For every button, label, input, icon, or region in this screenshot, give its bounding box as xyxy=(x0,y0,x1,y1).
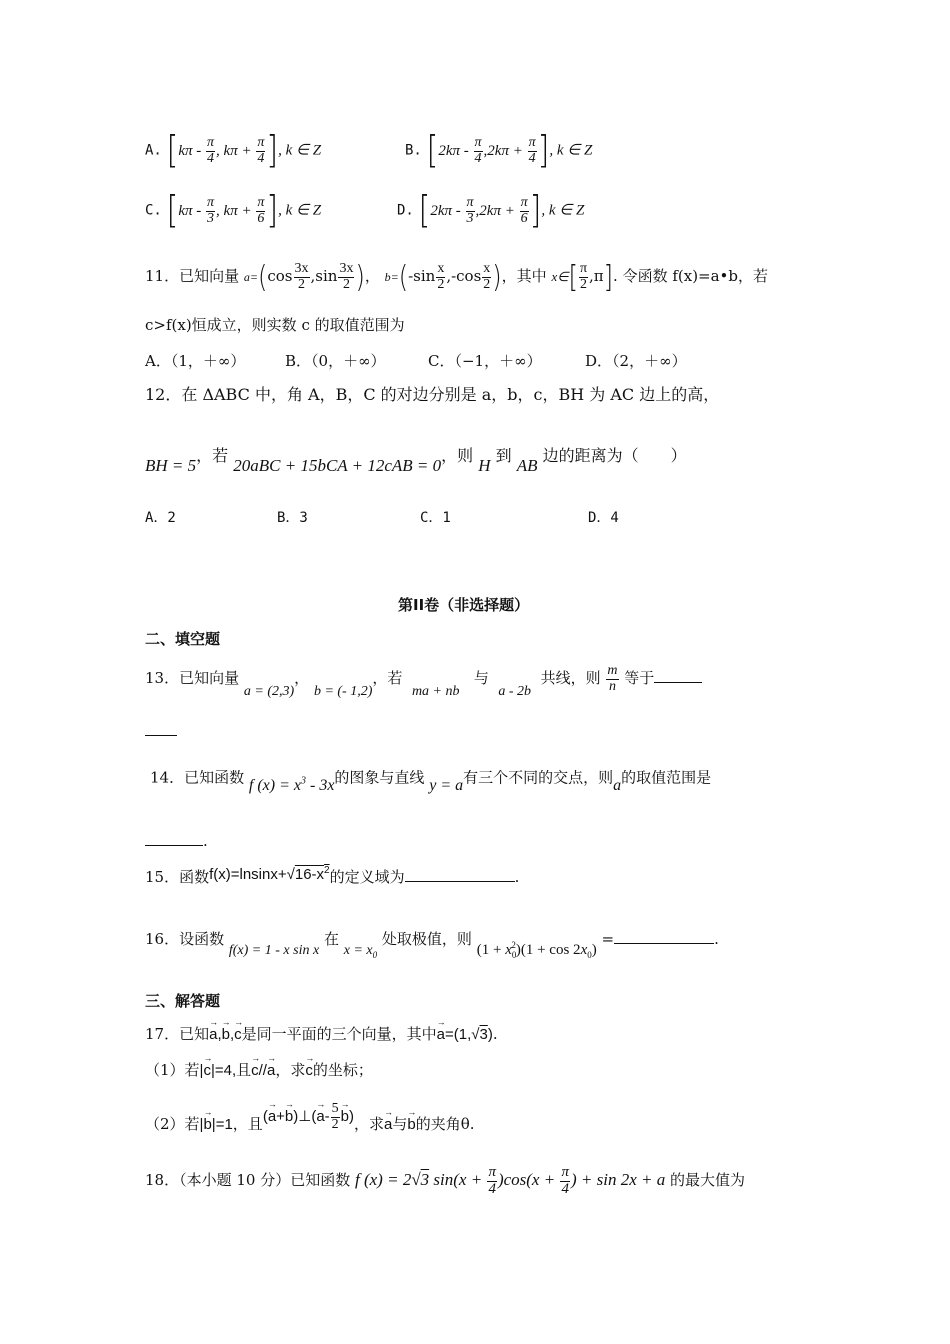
q17-p1-cond: |→ c|=4,且→ c//→ a xyxy=(200,1062,276,1079)
q17-vectors: → a,→ b,→ c xyxy=(209,1026,242,1043)
q10-option-c: C. [kπ - $\frac{\pi}{3}$ , kπ + $\frac{\pi}{6}$ ], k ∈ Z xyxy=(145,188,322,233)
q18-func: f (x) = 2√3 sin(x + $\frac{\pi}{4}$ )cos(x + $\frac{\pi}{4}$ ) + sin 2x + a xyxy=(355,1164,666,1197)
q17-part2: （2）若|→ b|=1，且(→ a+→ b)⊥(→ a- $\frac{5}{2}$ → b)，求→ a与→ b的夹角θ. xyxy=(145,1110,475,1140)
q15-func: $f(x)=lnsinx+√16-x^2$ xyxy=(209,865,330,883)
q12-line2: BH = 5，若 20aBC + 15bCA + 12cAB = 0，则 H 到 AB 边的距离为（ ） xyxy=(145,446,687,475)
q14-line: 14．已知函数 f $(x) = x^3 - 3x$的图象与直线 y = a有三个不同的交点，则a的取值范围是 xyxy=(150,768,712,795)
q13-m-over-n: $\frac{m}{n}$ xyxy=(607,663,618,694)
q10-d-expr: 2kπ - $\frac{\pi}{3}$ ,2kπ + $\frac{\pi}{6}$ xyxy=(430,194,528,226)
q15-line: 15．函数$f(x)=lnsinx+√16-x^2$的定义域为 . xyxy=(145,865,520,886)
q13-blank xyxy=(654,682,702,683)
q11-domain: $\frac{\pi}{2}$ ,π xyxy=(579,261,604,292)
q10-option-b: B. [2kπ - $\frac{\pi}{4}$ ,2kπ + $\frac{\pi}{4}$ ], k ∈ Z xyxy=(405,128,593,173)
q11-option-a: A．（1，＋∞） xyxy=(145,352,246,370)
q10-b-expr: 2kπ - $\frac{\pi}{4}$ ,2kπ + $\frac{\pi}{4}$ xyxy=(438,134,536,166)
bracket-left: [ xyxy=(166,128,179,173)
q11-line1: 11．已知向量 a=(cos $\frac{3x}{2}$ ,sin $\frac{3x}{2}$ )， b=(-sin $\frac{x}{2}$ ,-cos $\frac{x}{2}$ )，其中 x∈[ $\frac{\pi}{2}$ ,π]. 令函数 f(x)=a•b，若 xyxy=(145,259,769,295)
q13-line: 13．已知向量 a = (2,3)， b = (- 1,2)，若 ma + nb 与 a - 2b 共线，则 $\frac{m}{n}$ 等于 xyxy=(145,664,702,694)
q11-a-vector: cos $\frac{3x}{2}$ ,sin $\frac{3x}{2}$ xyxy=(267,261,354,292)
q16-expr: $(1 + x_0^2)(1 + \cos 2x_0)$ xyxy=(476,940,597,960)
q10-c-expr: kπ - $\frac{\pi}{3}$ , kπ + $\frac{\pi}{6}$ xyxy=(178,194,265,226)
q11-line2: c>f(x)恒成立，则实数 c 的取值范围为 xyxy=(145,316,405,334)
q15-blank xyxy=(405,881,515,882)
fill-blank-heading: 二、填空题 xyxy=(145,630,221,648)
q11-option-b: B．（0，＋∞） xyxy=(285,352,386,370)
q18-line: 18．（本小题 10 分）已知函数 f (x) = 2√3 sin(x + $\frac{\pi}{4}$ )cos(x + $\frac{\pi}{4}$ ) + sin 2x + a 的最大值为 xyxy=(145,1164,746,1197)
q16-point: $x = x_0$ xyxy=(343,943,378,960)
q10-a-tail: , k ∈ Z xyxy=(278,142,322,159)
q16-line: 16．设函数 f(x) = 1 - x sin x 在 $x = x_0$ 处取极值，则 $(1 + x_0^2)(1 + \cos 2x_0)$ = . xyxy=(145,930,719,960)
q11-option-c: C．（−1，＋∞） xyxy=(428,352,542,370)
q12-option-d: D．4 xyxy=(588,510,619,526)
q16-blank xyxy=(614,943,714,944)
q14-blank: . xyxy=(145,832,208,850)
q17-part1: （1）若|→ c|=4,且→ c//→ a，求→ c的坐标； xyxy=(145,1061,373,1080)
section-2-title: 第II卷（非选择题） xyxy=(398,596,530,614)
q12-option-a: A．2 xyxy=(145,510,176,526)
q13-blank-continued xyxy=(145,735,177,736)
q17-line1: 17．已知→ a,→ b,→ c是同一平面的三个向量，其中→ a=(1,√3). xyxy=(145,1025,498,1044)
q17-p2-perp: (→ a+→ b)⊥(→ a- $\frac{5}{2}$ → b) xyxy=(263,1108,354,1125)
q12-option-b: B．3 xyxy=(277,510,308,526)
q12-line1: 12．在 ΔABC 中，角 A，B，C 的对边分别是 a，b，c，BH 为 AC 边上的高， xyxy=(145,385,720,404)
q14-func: f $(x) = x^3 - 3x$ xyxy=(248,776,335,795)
q11-b-vector: -sin $\frac{x}{2}$ ,-cos $\frac{x}{2}$ xyxy=(408,261,491,292)
answer-heading: 三、解答题 xyxy=(145,992,221,1010)
q12-option-c: C．1 xyxy=(420,510,451,526)
q10-a-expr: kπ - $\frac{\pi}{4}$ , kπ + $\frac{\pi}{4}$ xyxy=(178,134,265,166)
q10-option-a: A. [kπ - $\frac{\pi}{4}$ , kπ + $\frac{\pi}{4}$ ], k ∈ Z xyxy=(145,128,322,173)
q17-a-def: → a=(1,√3) xyxy=(437,1026,493,1043)
q11-option-d: D．（2，＋∞） xyxy=(585,352,687,370)
q10-option-d: D. [2kπ - $\frac{\pi}{3}$ ,2kπ + $\frac{\pi}{6}$ ], k ∈ Z xyxy=(397,188,585,233)
